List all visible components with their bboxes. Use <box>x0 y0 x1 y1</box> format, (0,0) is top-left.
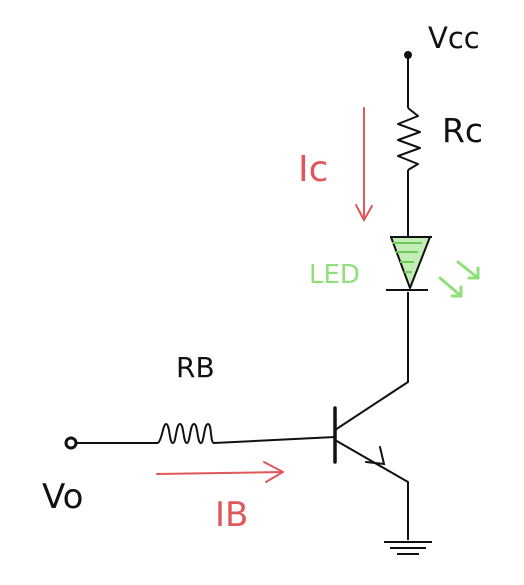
led-emission-arrows <box>440 262 478 296</box>
vo-terminal <box>66 438 76 448</box>
vcc-label: Vcc <box>428 21 480 55</box>
emitter-arrow-icon <box>366 447 384 464</box>
rc-resistor <box>398 108 420 170</box>
led-label: LED <box>309 260 360 290</box>
ground-icon <box>384 542 432 554</box>
ic-label: Ic <box>298 149 329 190</box>
rb-resistor <box>158 424 214 443</box>
rb-to-base-wire <box>214 437 335 443</box>
ic-arrow-icon <box>356 108 372 220</box>
led <box>386 237 432 290</box>
npn-transistor <box>335 382 408 482</box>
ib-label: IB <box>215 495 249 535</box>
rb-label: RB <box>176 351 215 384</box>
ib-arrow-icon <box>157 462 283 482</box>
rc-label: Rc <box>442 111 484 150</box>
vo-label: Vo <box>42 477 84 517</box>
transistor-emitter <box>335 440 408 482</box>
transistor-collector <box>335 382 408 430</box>
